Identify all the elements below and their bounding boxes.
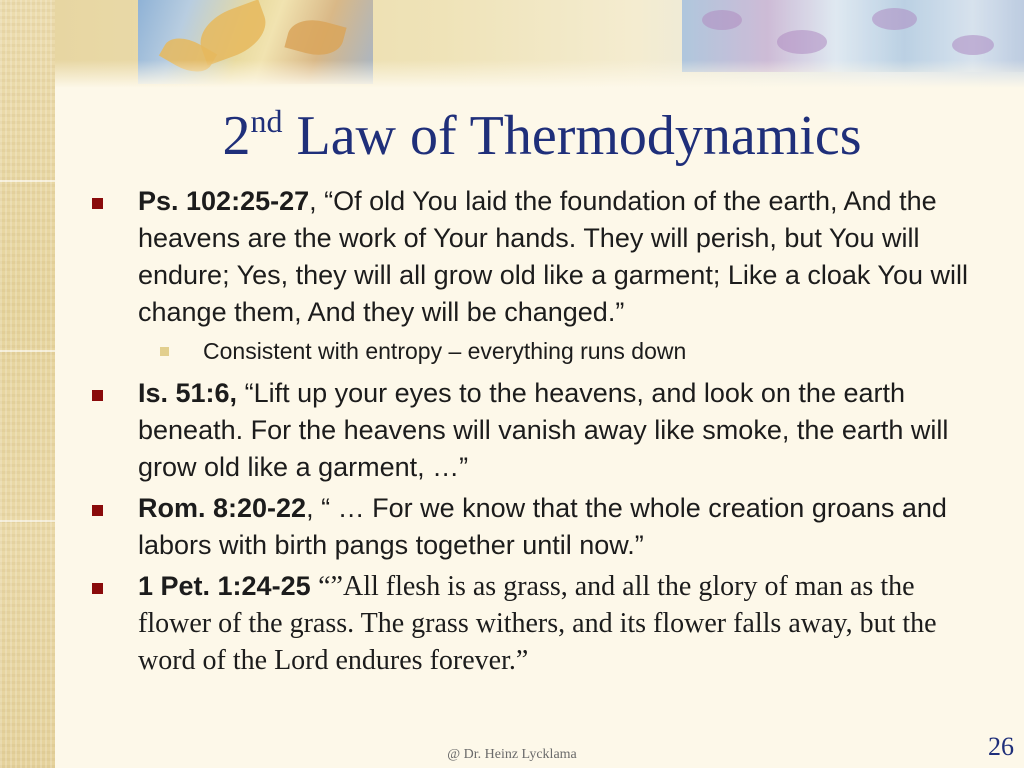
scripture-quote: “”All flesh is as grass, and all the glory of man as the flower of the grass. The grass withers, and its flower falls away, but the word of the Lord endures forever.” (138, 571, 937, 676)
scripture-quote: “Lift up your eyes to the heavens, and look on the earth beneath. For the heavens will vanish away like smoke, the earth will grow old like a garment, …” (138, 378, 949, 482)
scripture-quote: “Of old You laid the foundation of the earth, And the heavens are the work of Your hands. They will perish, but You will endure; Yes, they will all grow old like a garment; Like a cloak You will change them, And they will be changed.” (138, 186, 968, 327)
band-divider (0, 180, 55, 182)
footer-credit: @ Dr. Heinz Lycklama (447, 747, 577, 762)
scripture-reference: 1 Pet. 1:24-25 (138, 571, 311, 601)
slide-title (60, 100, 1024, 172)
band-divider (0, 350, 55, 352)
top-band-fade (55, 60, 1024, 88)
bullet-marker-icon (92, 198, 103, 209)
reference-separator: , (306, 493, 322, 523)
leaf-shape (284, 13, 346, 61)
scripture-reference: Is. 51:6, (138, 378, 238, 408)
title-text: Law of Thermodynamics (296, 105, 862, 167)
bullet-item (90, 568, 990, 679)
left-decorative-band (0, 0, 55, 768)
sub-bullet-text: Consistent with entropy – everything runs down (203, 338, 687, 364)
bullet-marker-icon (92, 505, 103, 516)
bullet-marker-icon (92, 390, 103, 401)
sub-bullet-marker-icon (160, 347, 169, 356)
reference-separator: , (309, 186, 325, 216)
band-divider (0, 520, 55, 522)
title-number: 2 (222, 105, 251, 167)
bullet-marker-icon (92, 583, 103, 594)
scripture-reference: Rom. 8:20-22 (138, 493, 307, 523)
bullet-item (90, 490, 990, 564)
sub-bullet-item (90, 335, 990, 367)
scripture-quote: “ … For we know that the whole creation groans and labors with birth pangs together until now.” (138, 493, 947, 560)
petal-shape (872, 8, 917, 30)
title-superscript: nd (250, 103, 283, 139)
petal-shape (952, 35, 994, 55)
reference-separator (311, 571, 319, 601)
petal-shape (777, 30, 827, 54)
bullet-item (90, 375, 990, 486)
reference-separator (237, 378, 245, 408)
page-number: 26 (988, 732, 1014, 761)
bullet-item (90, 183, 990, 331)
scripture-reference: Ps. 102:25-27 (138, 186, 310, 216)
petal-shape (702, 10, 742, 30)
bullet-list (90, 183, 990, 683)
